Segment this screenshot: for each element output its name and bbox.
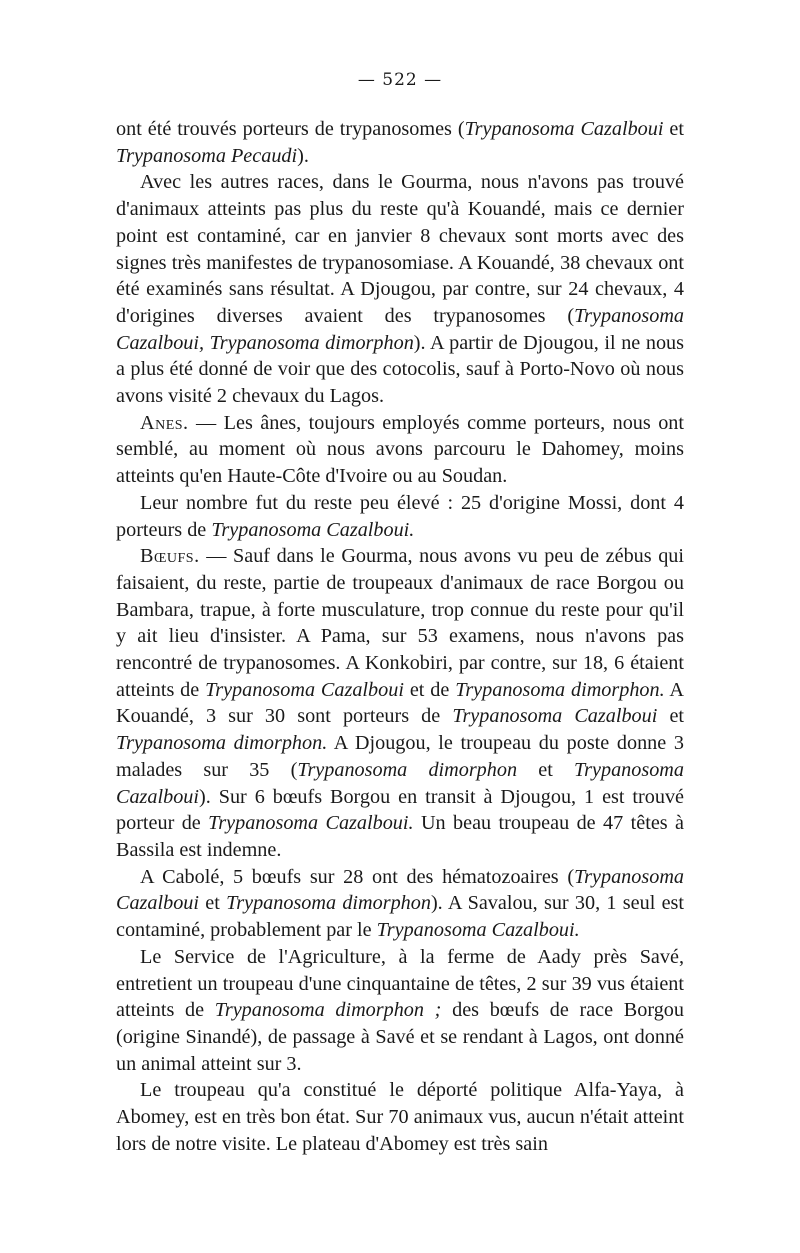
species-name: Trypanosoma Cazalboui — [205, 678, 404, 701]
paragraph — [116, 116, 684, 169]
species-name: Trypanosoma dimorphon. — [116, 732, 328, 755]
text-run: et — [663, 118, 684, 140]
species-name: Trypanosoma Cazalboui — [116, 758, 684, 808]
paragraph — [116, 169, 684, 409]
text-run: ont été trouvés porteurs de trypanosomes ( — [116, 118, 465, 140]
text-run: ). A partir de Djougou, il ne nous a plus été donné de voir que des cotocolis, sauf à Porto-Novo où nous avons visité 2 chevaux du Lagos. — [116, 331, 684, 408]
text-run: ). — [297, 144, 309, 167]
text-run: Leur nombre fut du reste peu élevé : 25 d'origine Mossi, dont 4 porteurs de — [116, 491, 684, 541]
text-run: Le Service de l'Agriculture, à la ferme de Aady près Savé, entretient un troupeau d'une cinquantaine de têtes, 2 sur 39 vus étaient atteints de — [116, 945, 684, 1022]
paragraph — [116, 410, 684, 490]
species-name: Trypanosoma dimorphon. — [455, 678, 665, 701]
text-run: des bœufs de race Borgou (origine Sinandé), de passage à Savé et se rendant à Lagos, ont donné un animal atteint sur 3. — [116, 999, 684, 1075]
paragraph — [116, 864, 684, 944]
text-run: ). Sur 6 bœufs Borgou en transit à Djougou, 1 est trouvé porteur de — [116, 785, 684, 835]
species-name: Trypanosoma Cazalboui. — [208, 812, 414, 835]
body-text — [116, 116, 684, 1157]
document-page — [116, 70, 684, 1157]
species-name: Trypanosoma Cazalboui — [452, 705, 658, 728]
text-run: et de — [403, 678, 456, 701]
text-run: Le troupeau qu'a constitué le déporté politique Alfa-Yaya, à Abomey, est en très bon état. Sur 70 animaux vus, aucun n'était atteint lors de notre visite. Le plateau d'Abomey est très sain — [116, 1079, 684, 1155]
species-name: Trypanosoma Cazalboui — [464, 118, 664, 140]
text-run: — Les ânes, toujours employés comme porteurs, nous ont semblé, au moment où nous avons parcouru le Dahomey, moins atteints qu'en Haute-Côte d'Ivoire ou au Soudan. — [116, 411, 684, 488]
section-heading: Bœufs. — [140, 545, 200, 568]
text-run: A Kouandé, 3 sur 30 sont porteurs de — [116, 678, 685, 728]
text-run: ). A Savalou, sur 30, 1 seul est contaminé, probablement par le — [116, 892, 684, 942]
species-name: Trypanosoma Pecaudi — [116, 144, 298, 167]
text-run: A Djougou, le troupeau du poste donne 3 malades sur 35 ( — [116, 732, 684, 781]
species-name: Trypanosoma Cazalboui, Trypanosoma dimorphon — [116, 304, 684, 354]
paragraph — [116, 543, 684, 863]
species-name: Trypanosoma Cazalboui. — [211, 518, 415, 541]
paragraph — [116, 1077, 684, 1157]
text-run: et — [657, 705, 685, 728]
text-run: Avec les autres races, dans le Gourma, nous n'avons pas trouvé d'animaux atteints pas plus du reste qu'à Kouandé, mais ce dernier point est contaminé, car en janvier 8 chevaux sont morts avec des signes très manifestes de trypanosomiase. A Kouandé, 38 chevaux ont été examinés sans résultat. A Djougou, par contre, sur 24 chevaux, 4 d'origines diverses avaient des trypanosomes ( — [116, 171, 684, 327]
text-run: — Sauf dans le Gourma, nous avons vu peu de zébus qui faisaient, du reste, partie de troupeaux d'animaux de race Borgou ou Bambara, trapue, à forte musculature, trop connue du reste pour qu'il y ait lieu d'insister. A Pama, sur 53 examens, nous n'avons pas rencontré de trypanosomes. A Konkobiri, par contre, sur 18, 6 étaient atteints de — [116, 545, 684, 701]
species-name: Trypanosoma dimorphon — [297, 758, 518, 781]
species-name: Trypanosoma dimorphon — [226, 892, 431, 915]
paragraph — [116, 944, 684, 1078]
paragraph — [116, 490, 684, 543]
page-number: — 522 — — [357, 70, 443, 90]
species-name: Trypanosoma Cazalboui. — [376, 919, 580, 942]
text-run: Un beau troupeau de 47 têtes à Bassila est indemne. — [116, 812, 684, 861]
text-run: et — [517, 758, 575, 781]
section-heading: Anes. — [140, 411, 189, 434]
text-run: A Cabolé, 5 bœufs sur 28 ont des hématozoaires ( — [140, 865, 575, 888]
species-name: Trypanosoma Cazalboui — [116, 865, 684, 915]
text-run: et — [199, 892, 227, 915]
species-name: Trypanosoma dimorphon ; — [214, 999, 442, 1022]
